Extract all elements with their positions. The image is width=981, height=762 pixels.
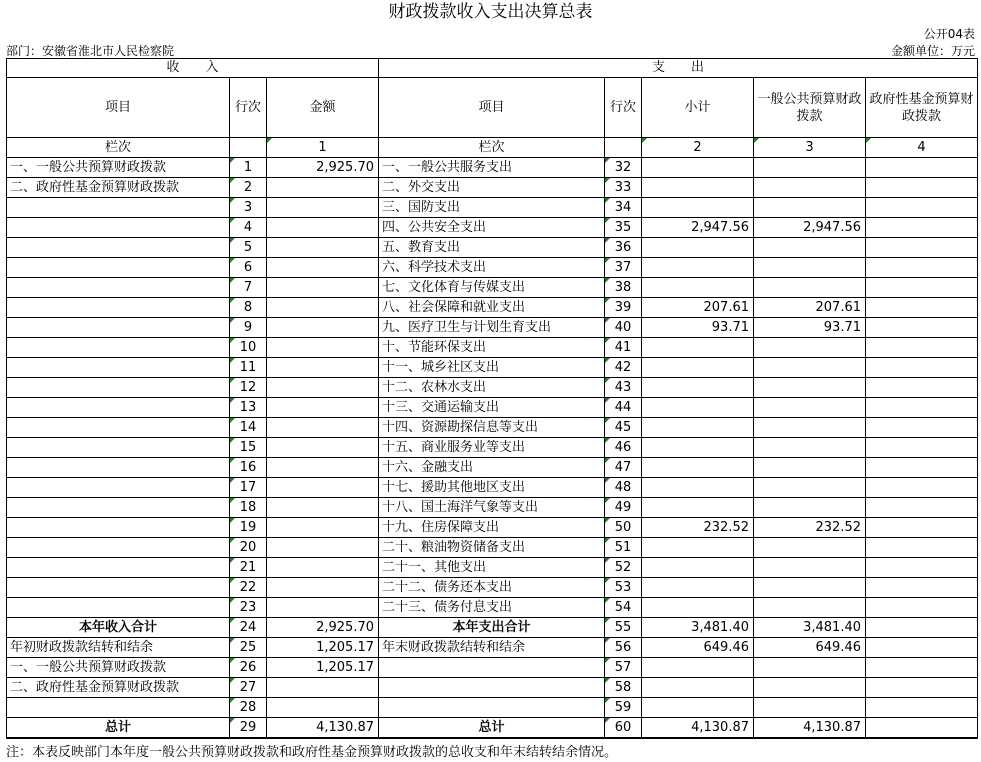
expense-line-no-cell[interactable]: 41 bbox=[605, 338, 642, 358]
gov-fund-cell[interactable] bbox=[866, 378, 978, 398]
income-amount-cell[interactable] bbox=[267, 198, 379, 218]
gov-fund-cell[interactable] bbox=[866, 338, 978, 358]
income-amount-cell[interactable] bbox=[267, 698, 379, 718]
table-row bbox=[7, 558, 978, 578]
expense-line-no-cell[interactable]: 40 bbox=[605, 318, 642, 338]
expense-line-no-cell[interactable]: 38 bbox=[605, 278, 642, 298]
income-amount-cell[interactable] bbox=[267, 318, 379, 338]
table-row bbox=[7, 478, 978, 498]
income-item-cell[interactable] bbox=[7, 458, 230, 478]
gov-fund-cell[interactable] bbox=[866, 638, 978, 658]
gov-fund-cell[interactable] bbox=[866, 318, 978, 338]
income-amount-cell[interactable]: 1,205.17 bbox=[267, 658, 379, 678]
department-label: 部门：安徽省淮北市人民检察院 bbox=[6, 44, 175, 58]
section-row bbox=[7, 59, 978, 78]
general-budget-cell[interactable] bbox=[754, 578, 866, 598]
income-line-no-cell[interactable]: 22 bbox=[230, 578, 267, 598]
income-item-cell[interactable] bbox=[7, 218, 230, 238]
income-amount-cell[interactable] bbox=[267, 218, 379, 238]
gov-fund-cell[interactable] bbox=[866, 358, 978, 378]
general-budget-cell[interactable] bbox=[754, 698, 866, 718]
general-budget-cell[interactable] bbox=[754, 358, 866, 378]
table-row bbox=[7, 518, 978, 538]
gov-fund-cell[interactable] bbox=[866, 538, 978, 558]
col-label2[interactable]: 栏次 bbox=[379, 138, 605, 158]
gov-fund-cell[interactable] bbox=[866, 418, 978, 438]
income-line-no-cell[interactable]: 19 bbox=[230, 518, 267, 538]
gov-fund-cell[interactable] bbox=[866, 458, 978, 478]
col-4[interactable]: 4 bbox=[866, 138, 978, 158]
income-item-cell[interactable] bbox=[7, 378, 230, 398]
general-budget-cell[interactable] bbox=[754, 438, 866, 458]
income-amount-cell[interactable] bbox=[267, 438, 379, 458]
expense-item-cell[interactable]: 十八、国土海洋气象等支出 bbox=[379, 498, 605, 518]
subtotal-cell[interactable] bbox=[642, 478, 754, 498]
subtotal-cell[interactable]: 4,130.87 bbox=[642, 718, 754, 739]
general-budget-cell[interactable] bbox=[754, 458, 866, 478]
col-1[interactable]: 1 bbox=[267, 138, 379, 158]
income-item-cell[interactable] bbox=[7, 318, 230, 338]
income-item-cell[interactable] bbox=[7, 298, 230, 318]
gov-fund-cell[interactable] bbox=[866, 698, 978, 718]
general-budget-cell[interactable]: 649.46 bbox=[754, 638, 866, 658]
gov-fund-cell[interactable] bbox=[866, 258, 978, 278]
income-item-cell[interactable] bbox=[7, 498, 230, 518]
income-line-no-cell[interactable]: 20 bbox=[230, 538, 267, 558]
subtotal-cell[interactable] bbox=[642, 498, 754, 518]
table-row bbox=[7, 578, 978, 598]
income-item-cell[interactable] bbox=[7, 338, 230, 358]
table-row bbox=[7, 538, 978, 558]
expense-item-cell[interactable]: 十四、资源勘探信息等支出 bbox=[379, 418, 605, 438]
form-number: 公开04表 bbox=[923, 27, 975, 41]
income-line-no-cell[interactable]: 14 bbox=[230, 418, 267, 438]
expense-line-no-cell[interactable]: 54 bbox=[605, 598, 642, 618]
table-row bbox=[7, 178, 978, 198]
expense-item-cell[interactable]: 年末财政拨款结转和结余 bbox=[379, 638, 605, 658]
gov-fund-cell[interactable] bbox=[866, 238, 978, 258]
table-row bbox=[7, 378, 978, 398]
table-row bbox=[7, 398, 978, 418]
income-amount-cell[interactable] bbox=[267, 258, 379, 278]
income-line-no-cell[interactable]: 15 bbox=[230, 438, 267, 458]
income-amount-cell[interactable]: 2,925.70 bbox=[267, 158, 379, 178]
income-amount-cell[interactable]: 2,925.70 bbox=[267, 618, 379, 638]
income-item-cell[interactable] bbox=[7, 198, 230, 218]
income-amount-cell[interactable] bbox=[267, 378, 379, 398]
col-2[interactable]: 2 bbox=[642, 138, 754, 158]
subtotal-cell[interactable]: 3,481.40 bbox=[642, 618, 754, 638]
income-item-cell[interactable] bbox=[7, 598, 230, 618]
income-amount-cell[interactable] bbox=[267, 518, 379, 538]
income-amount-cell[interactable] bbox=[267, 238, 379, 258]
expense-line-no-cell[interactable]: 50 bbox=[605, 518, 642, 538]
column-number-row bbox=[7, 138, 978, 158]
expense-line-no-cell[interactable]: 58 bbox=[605, 678, 642, 698]
expense-line-no-cell[interactable]: 56 bbox=[605, 638, 642, 658]
gov-fund-cell[interactable] bbox=[866, 178, 978, 198]
expense-line-no-cell[interactable]: 45 bbox=[605, 418, 642, 438]
header-line-no[interactable]: 行次 bbox=[230, 78, 267, 138]
table-row bbox=[7, 498, 978, 518]
expense-item-cell[interactable]: 三、国防支出 bbox=[379, 198, 605, 218]
expense-item-cell[interactable]: 六、科学技术支出 bbox=[379, 258, 605, 278]
income-item-cell[interactable]: 一、一般公共预算财政拨款 bbox=[7, 158, 230, 178]
subtotal-cell[interactable] bbox=[642, 158, 754, 178]
table-row bbox=[7, 438, 978, 458]
income-amount-cell[interactable] bbox=[267, 578, 379, 598]
table-row bbox=[7, 238, 978, 258]
expense-line-no-cell[interactable]: 59 bbox=[605, 698, 642, 718]
income-item-cell[interactable] bbox=[7, 538, 230, 558]
general-budget-cell[interactable] bbox=[754, 418, 866, 438]
table-row bbox=[7, 658, 978, 678]
income-amount-cell[interactable] bbox=[267, 498, 379, 518]
general-budget-cell[interactable] bbox=[754, 238, 866, 258]
income-item-cell[interactable] bbox=[7, 418, 230, 438]
income-line-no-cell[interactable]: 2 bbox=[230, 178, 267, 198]
expense-line-no-cell[interactable]: 47 bbox=[605, 458, 642, 478]
income-amount-cell[interactable] bbox=[267, 558, 379, 578]
general-budget-cell[interactable] bbox=[754, 598, 866, 618]
income-line-no-cell[interactable]: 29 bbox=[230, 718, 267, 739]
page-title: 财政拨款收入支出决算总表 bbox=[388, 2, 593, 22]
col-blank[interactable] bbox=[230, 138, 267, 158]
expense-line-no-cell[interactable]: 32 bbox=[605, 158, 642, 178]
expense-section-header[interactable]: 支 出 bbox=[379, 59, 978, 78]
subtotal-cell[interactable]: 232.52 bbox=[642, 518, 754, 538]
income-line-no-cell[interactable]: 4 bbox=[230, 218, 267, 238]
general-budget-cell[interactable]: 93.71 bbox=[754, 318, 866, 338]
income-line-no-cell[interactable]: 25 bbox=[230, 638, 267, 658]
gov-fund-cell[interactable] bbox=[866, 278, 978, 298]
expense-line-no-cell[interactable]: 60 bbox=[605, 718, 642, 739]
expense-item-cell[interactable]: 总计 bbox=[379, 718, 605, 739]
income-item-cell[interactable] bbox=[7, 238, 230, 258]
income-line-no-cell[interactable]: 18 bbox=[230, 498, 267, 518]
gov-fund-cell[interactable] bbox=[866, 718, 978, 739]
expense-item-cell[interactable]: 十三、交通运输支出 bbox=[379, 398, 605, 418]
expense-item-cell[interactable] bbox=[379, 698, 605, 718]
expense-item-cell[interactable]: 十、节能环保支出 bbox=[379, 338, 605, 358]
income-line-no-cell[interactable]: 6 bbox=[230, 258, 267, 278]
income-amount-cell[interactable] bbox=[267, 358, 379, 378]
expense-line-no-cell[interactable]: 48 bbox=[605, 478, 642, 498]
gov-fund-cell[interactable] bbox=[866, 218, 978, 238]
subtotal-cell[interactable] bbox=[642, 358, 754, 378]
income-line-no-cell[interactable]: 3 bbox=[230, 198, 267, 218]
subtotal-cell[interactable] bbox=[642, 658, 754, 678]
header-line-no2[interactable]: 行次 bbox=[605, 78, 642, 138]
expense-item-cell[interactable]: 二十、粮油物资储备支出 bbox=[379, 538, 605, 558]
header-amount[interactable]: 金额 bbox=[267, 78, 379, 138]
income-item-cell[interactable]: 二、政府性基金预算财政拨款 bbox=[7, 178, 230, 198]
income-item-cell[interactable] bbox=[7, 278, 230, 298]
income-line-no-cell[interactable]: 10 bbox=[230, 338, 267, 358]
general-budget-cell[interactable] bbox=[754, 558, 866, 578]
expense-line-no-cell[interactable]: 44 bbox=[605, 398, 642, 418]
expense-item-cell[interactable]: 四、公共安全支出 bbox=[379, 218, 605, 238]
general-budget-cell[interactable]: 207.61 bbox=[754, 298, 866, 318]
footnote: 注：本表反映部门本年度一般公共预算财政拨款和政府性基金预算财政拨款的总收支和年末结转结余情况。 bbox=[6, 745, 618, 760]
table-row bbox=[7, 418, 978, 438]
gov-fund-cell[interactable] bbox=[866, 438, 978, 458]
income-amount-cell[interactable] bbox=[267, 338, 379, 358]
subtotal-cell[interactable] bbox=[642, 238, 754, 258]
expense-line-no-cell[interactable]: 53 bbox=[605, 578, 642, 598]
table-row bbox=[7, 318, 978, 338]
income-line-no-cell[interactable]: 27 bbox=[230, 678, 267, 698]
income-amount-cell[interactable] bbox=[267, 418, 379, 438]
general-budget-cell[interactable]: 232.52 bbox=[754, 518, 866, 538]
income-line-no-cell[interactable]: 26 bbox=[230, 658, 267, 678]
expense-item-cell[interactable] bbox=[379, 658, 605, 678]
income-item-cell[interactable] bbox=[7, 578, 230, 598]
subtotal-cell[interactable] bbox=[642, 438, 754, 458]
subtotal-cell[interactable] bbox=[642, 278, 754, 298]
subtotal-cell[interactable] bbox=[642, 578, 754, 598]
gov-fund-cell[interactable] bbox=[866, 678, 978, 698]
header-item2[interactable]: 项目 bbox=[379, 78, 605, 138]
income-amount-cell[interactable]: 1,205.17 bbox=[267, 638, 379, 658]
expense-item-cell[interactable]: 二十一、其他支出 bbox=[379, 558, 605, 578]
expense-line-no-cell[interactable]: 35 bbox=[605, 218, 642, 238]
gov-fund-cell[interactable] bbox=[866, 598, 978, 618]
subtotal-cell[interactable] bbox=[642, 418, 754, 438]
expense-item-cell[interactable]: 十二、农林水支出 bbox=[379, 378, 605, 398]
gov-fund-cell[interactable] bbox=[866, 498, 978, 518]
income-line-no-cell[interactable]: 13 bbox=[230, 398, 267, 418]
income-item-cell[interactable]: 本年收入合计 bbox=[7, 618, 230, 638]
col-3[interactable]: 3 bbox=[754, 138, 866, 158]
expense-item-cell[interactable]: 十六、金融支出 bbox=[379, 458, 605, 478]
expense-line-no-cell[interactable]: 36 bbox=[605, 238, 642, 258]
general-budget-cell[interactable]: 4,130.87 bbox=[754, 718, 866, 739]
income-amount-cell[interactable] bbox=[267, 458, 379, 478]
expense-item-cell[interactable]: 一、一般公共服务支出 bbox=[379, 158, 605, 178]
table-row bbox=[7, 338, 978, 358]
income-line-no-cell[interactable]: 28 bbox=[230, 698, 267, 718]
expense-item-cell[interactable]: 五、教育支出 bbox=[379, 238, 605, 258]
expense-item-cell[interactable]: 二、外交支出 bbox=[379, 178, 605, 198]
gov-fund-cell[interactable] bbox=[866, 158, 978, 178]
subtotal-cell[interactable]: 2,947.56 bbox=[642, 218, 754, 238]
subtotal-cell[interactable]: 93.71 bbox=[642, 318, 754, 338]
table-row bbox=[7, 458, 978, 478]
income-item-cell[interactable]: 二、政府性基金预算财政拨款 bbox=[7, 678, 230, 698]
income-amount-cell[interactable] bbox=[267, 398, 379, 418]
general-budget-cell[interactable] bbox=[754, 338, 866, 358]
subtotal-cell[interactable] bbox=[642, 698, 754, 718]
income-line-no-cell[interactable]: 5 bbox=[230, 238, 267, 258]
income-line-no-cell[interactable]: 17 bbox=[230, 478, 267, 498]
expense-line-no-cell[interactable]: 42 bbox=[605, 358, 642, 378]
expense-item-cell[interactable]: 本年支出合计 bbox=[379, 618, 605, 638]
income-amount-cell[interactable] bbox=[267, 598, 379, 618]
income-line-no-cell[interactable]: 8 bbox=[230, 298, 267, 318]
expense-item-cell[interactable]: 十一、城乡社区支出 bbox=[379, 358, 605, 378]
subtotal-cell[interactable] bbox=[642, 558, 754, 578]
table-row bbox=[7, 258, 978, 278]
subtotal-cell[interactable] bbox=[642, 458, 754, 478]
general-budget-cell[interactable] bbox=[754, 258, 866, 278]
expense-item-cell[interactable]: 八、社会保障和就业支出 bbox=[379, 298, 605, 318]
gov-fund-cell[interactable] bbox=[866, 558, 978, 578]
expense-item-cell[interactable]: 十五、商业服务业等支出 bbox=[379, 438, 605, 458]
general-budget-cell[interactable] bbox=[754, 538, 866, 558]
table-row bbox=[7, 718, 978, 739]
table-row bbox=[7, 198, 978, 218]
expense-line-no-cell[interactable]: 49 bbox=[605, 498, 642, 518]
income-line-no-cell[interactable]: 7 bbox=[230, 278, 267, 298]
table-row bbox=[7, 278, 978, 298]
table-row bbox=[7, 218, 978, 238]
header-row bbox=[7, 78, 978, 138]
unit-label: 金额单位：万元 bbox=[890, 44, 975, 58]
income-line-no-cell[interactable]: 21 bbox=[230, 558, 267, 578]
gov-fund-cell[interactable] bbox=[866, 618, 978, 638]
income-item-cell[interactable] bbox=[7, 398, 230, 418]
income-item-cell[interactable] bbox=[7, 518, 230, 538]
gov-fund-cell[interactable] bbox=[866, 518, 978, 538]
income-item-cell[interactable]: 总计 bbox=[7, 718, 230, 739]
budget-table bbox=[6, 58, 978, 739]
col-blank2[interactable] bbox=[605, 138, 642, 158]
expense-line-no-cell[interactable]: 43 bbox=[605, 378, 642, 398]
subtotal-cell[interactable] bbox=[642, 258, 754, 278]
table-row bbox=[7, 638, 978, 658]
table-row bbox=[7, 618, 978, 638]
expense-line-no-cell[interactable]: 57 bbox=[605, 658, 642, 678]
income-item-cell[interactable] bbox=[7, 698, 230, 718]
expense-line-no-cell[interactable]: 55 bbox=[605, 618, 642, 638]
subtotal-cell[interactable] bbox=[642, 338, 754, 358]
expense-line-no-cell[interactable]: 33 bbox=[605, 178, 642, 198]
subtotal-cell[interactable] bbox=[642, 378, 754, 398]
income-line-no-cell[interactable]: 1 bbox=[230, 158, 267, 178]
general-budget-cell[interactable] bbox=[754, 178, 866, 198]
expense-item-cell[interactable]: 二十三、债务付息支出 bbox=[379, 598, 605, 618]
table-row bbox=[7, 698, 978, 718]
header-item[interactable]: 项目 bbox=[7, 78, 230, 138]
expense-item-cell[interactable]: 九、医疗卫生与计划生育支出 bbox=[379, 318, 605, 338]
subtotal-cell[interactable]: 207.61 bbox=[642, 298, 754, 318]
general-budget-cell[interactable] bbox=[754, 498, 866, 518]
expense-item-cell[interactable]: 十七、援助其他地区支出 bbox=[379, 478, 605, 498]
income-line-no-cell[interactable]: 12 bbox=[230, 378, 267, 398]
subtotal-cell[interactable]: 649.46 bbox=[642, 638, 754, 658]
income-amount-cell[interactable] bbox=[267, 478, 379, 498]
gov-fund-cell[interactable] bbox=[866, 298, 978, 318]
table-row bbox=[7, 678, 978, 698]
expense-line-no-cell[interactable]: 46 bbox=[605, 438, 642, 458]
header-gov-fund[interactable]: 政府性基金预算财政拨款 bbox=[866, 78, 978, 138]
gov-fund-cell[interactable] bbox=[866, 478, 978, 498]
subtotal-cell[interactable] bbox=[642, 538, 754, 558]
income-item-cell[interactable] bbox=[7, 438, 230, 458]
subtotal-cell[interactable] bbox=[642, 398, 754, 418]
income-line-no-cell[interactable]: 23 bbox=[230, 598, 267, 618]
income-item-cell[interactable] bbox=[7, 478, 230, 498]
subtotal-cell[interactable] bbox=[642, 178, 754, 198]
income-item-cell[interactable]: 一、一般公共预算财政拨款 bbox=[7, 658, 230, 678]
expense-line-no-cell[interactable]: 34 bbox=[605, 198, 642, 218]
expense-line-no-cell[interactable]: 52 bbox=[605, 558, 642, 578]
header-general-budget[interactable]: 一般公共预算财政拨款 bbox=[754, 78, 866, 138]
income-amount-cell[interactable] bbox=[267, 178, 379, 198]
expense-item-cell[interactable] bbox=[379, 678, 605, 698]
income-line-no-cell[interactable]: 16 bbox=[230, 458, 267, 478]
income-amount-cell[interactable] bbox=[267, 678, 379, 698]
income-item-cell[interactable] bbox=[7, 558, 230, 578]
general-budget-cell[interactable] bbox=[754, 478, 866, 498]
general-budget-cell[interactable] bbox=[754, 278, 866, 298]
subtotal-cell[interactable] bbox=[642, 598, 754, 618]
expense-item-cell[interactable]: 二十二、债务还本支出 bbox=[379, 578, 605, 598]
table-row bbox=[7, 358, 978, 378]
income-section-header[interactable]: 收 入 bbox=[7, 59, 379, 78]
general-budget-cell[interactable] bbox=[754, 678, 866, 698]
income-item-cell[interactable] bbox=[7, 258, 230, 278]
subtotal-cell[interactable] bbox=[642, 678, 754, 698]
income-amount-cell[interactable] bbox=[267, 538, 379, 558]
income-amount-cell[interactable] bbox=[267, 278, 379, 298]
general-budget-cell[interactable] bbox=[754, 398, 866, 418]
table-row bbox=[7, 158, 978, 178]
gov-fund-cell[interactable] bbox=[866, 198, 978, 218]
gov-fund-cell[interactable] bbox=[866, 578, 978, 598]
income-amount-cell[interactable]: 4,130.87 bbox=[267, 718, 379, 739]
income-line-no-cell[interactable]: 24 bbox=[230, 618, 267, 638]
income-item-cell[interactable] bbox=[7, 358, 230, 378]
gov-fund-cell[interactable] bbox=[866, 658, 978, 678]
subtotal-cell[interactable] bbox=[642, 198, 754, 218]
header-subtotal[interactable]: 小计 bbox=[642, 78, 754, 138]
income-line-no-cell[interactable]: 11 bbox=[230, 358, 267, 378]
table-row bbox=[7, 598, 978, 618]
general-budget-cell[interactable] bbox=[754, 658, 866, 678]
expense-line-no-cell[interactable]: 39 bbox=[605, 298, 642, 318]
general-budget-cell[interactable] bbox=[754, 198, 866, 218]
expense-line-no-cell[interactable]: 37 bbox=[605, 258, 642, 278]
expense-item-cell[interactable]: 十九、住房保障支出 bbox=[379, 518, 605, 538]
gov-fund-cell[interactable] bbox=[866, 398, 978, 418]
income-item-cell[interactable]: 年初财政拨款结转和结余 bbox=[7, 638, 230, 658]
income-amount-cell[interactable] bbox=[267, 298, 379, 318]
general-budget-cell[interactable]: 3,481.40 bbox=[754, 618, 866, 638]
general-budget-cell[interactable] bbox=[754, 158, 866, 178]
col-label[interactable]: 栏次 bbox=[7, 138, 230, 158]
expense-item-cell[interactable]: 七、文化体育与传媒支出 bbox=[379, 278, 605, 298]
general-budget-cell[interactable]: 2,947.56 bbox=[754, 218, 866, 238]
general-budget-cell[interactable] bbox=[754, 378, 866, 398]
income-line-no-cell[interactable]: 9 bbox=[230, 318, 267, 338]
expense-line-no-cell[interactable]: 51 bbox=[605, 538, 642, 558]
table-row bbox=[7, 298, 978, 318]
